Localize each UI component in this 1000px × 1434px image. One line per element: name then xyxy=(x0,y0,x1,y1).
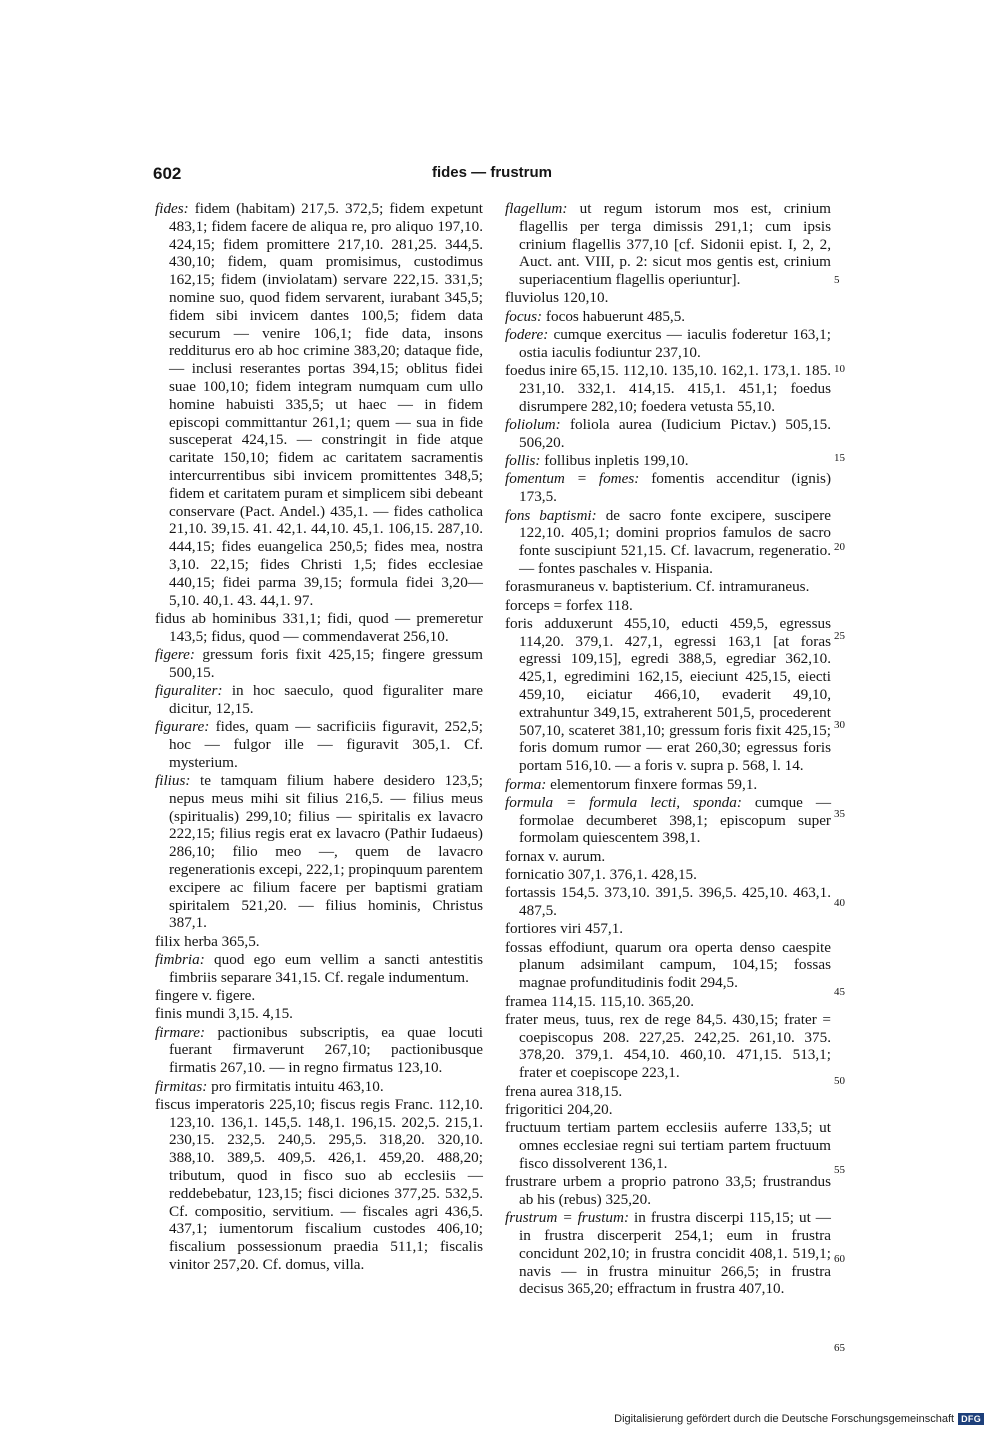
dictionary-entry xyxy=(505,1119,831,1172)
dictionary-entry xyxy=(155,610,483,646)
entry-text: foris adduxerunt 455,10, educti 459,5, egressus 114,20. 379,1. 427,1, egressi 163,1 [at foras egressi 109,15], egredi 388,5, egrediar 362,10. 425,1, egredimini 162,15, eieciunt 425,15, eiecti 459,10, eiciatur 466,10, evaderit 49,10, extrahuntur 349,15, extraherent 501,5, procederent 507,10, scateret 381,10; gressum foris fixit 425,15; foris domum rumor — erat 260,30; egressus foris portam 516,10. — a foris v. supra p. 568, l. 14. xyxy=(505,614,831,775)
margin-line-number: 45 xyxy=(834,986,845,999)
dictionary-entry xyxy=(505,578,831,596)
entry-text: focos habuerunt 485,5. xyxy=(542,307,686,325)
entry-text: pactionibus subscriptis, ea quae locuti fuerant firmaverunt 267,10; pactionibusque firmatis 267,10. — in regno firmatus 123,10. xyxy=(169,1023,483,1077)
entry-headword: foliolum: xyxy=(505,416,561,434)
entry-text: fidus ab hominibus 331,1; fidi, quod — premeretur 143,5; fidus, quod — commendaverat 256,10. xyxy=(155,609,483,645)
page-number: 602 xyxy=(153,164,182,183)
margin-line-number: 30 xyxy=(834,719,845,732)
entry-text: cumque — formolae decumberet 398,1; episcopum super formolam quiescentem 398,1. xyxy=(519,793,832,847)
dictionary-entry xyxy=(505,1011,831,1082)
dictionary-entry xyxy=(505,507,831,578)
dfg-logo: DFG xyxy=(958,1413,984,1425)
entry-headword: focus: xyxy=(505,307,543,325)
dictionary-entry xyxy=(505,1083,831,1101)
margin-line-number: 50 xyxy=(834,1075,845,1088)
dictionary-entry xyxy=(155,1024,483,1077)
margin-line-number: 15 xyxy=(834,452,845,465)
entry-text: forceps = forfex 118. xyxy=(505,596,633,614)
funding-note: Digitalisierung gefördert durch die Deutsche Forschungsgemeinschaft xyxy=(614,1413,955,1425)
entry-text: finis mundi 3,15. 4,15. xyxy=(155,1005,293,1023)
entry-text: framea 114,15. 115,10. 365,20. xyxy=(505,992,695,1010)
dictionary-entry xyxy=(155,646,483,682)
entry-headword: firmare: xyxy=(155,1023,206,1041)
right-column xyxy=(505,200,831,1299)
dictionary-entry xyxy=(505,884,831,920)
entry-headword: forma: xyxy=(505,775,547,793)
entry-headword: figurare: xyxy=(155,718,210,736)
dictionary-entry xyxy=(155,200,483,609)
margin-line-number: 55 xyxy=(834,1164,845,1177)
entry-text: filix herba 365,5. xyxy=(155,932,260,950)
entry-headword: fodere: xyxy=(505,326,549,344)
running-head: fides — frustrum xyxy=(431,164,552,181)
entry-headword: figuraliter: xyxy=(155,682,223,700)
entry-text: fornax v. aurum. xyxy=(505,847,606,865)
dictionary-entry xyxy=(505,1101,831,1119)
margin-line-number: 20 xyxy=(834,541,845,554)
dictionary-entry xyxy=(155,1096,483,1274)
entry-text: cumque exercitus — iaculis foderetur 163,1; ostia iaculis fodiuntur 237,10. xyxy=(519,326,831,361)
dictionary-entry xyxy=(505,615,831,775)
entry-headword: fons baptismi: xyxy=(505,506,597,524)
entry-text: fidem (habitam) 217,5. 372,5; fidem expetunt 483,1; fidem facere de aliqua re, pro aliquo 197,10. 424,15; fidem promittere 217,10. 281,25. 344,5. 430,10; fidem, quam promisimus, custodimus 162,15; fidem (inviolatam) servare 222,15. 331,5; nomine suo, quod fidem servarent, iurabant 345,5; fidem sibi invicem dantes 100,5; fidem data securum — venire 106,1; fide data, insons redditurus ero ab hoc crimine 383,20; dataque fide, — inclusi reserantes portas 394,15; oblitus fidei suae 100,10; fidem integram numquam cum ullo homine habuisti 335,5; ut haec — in fidem episcopi committantur 261,1; quem — sua in fide susceperat 424,15. — constringit in fide atque caritate 150,10; fidem ac caritatem sacramentis intercurrentibus sibi invicem promittentes 348,5; fidem et caritatem puram et simplicem sibi debeant conservare (Pact. Andel.) 435,1. — fides catholica 21,10. 39,15. 41. 42,1. 44,10. 45,1. 106,15. 287,10. 444,15; fides euangelica 250,5; fides mea, nostra 3,10. 22,15; fides Christi 1,5; fides ecclesiae 440,15; fidei parma 39,15; formula fidei 3,20—5,10. 40,1. 43. 44,1. 97. xyxy=(169,200,483,609)
entry-text: gressum foris fixit 425,15; fingere gressum 500,15. xyxy=(169,645,483,681)
dictionary-entry xyxy=(505,452,831,470)
dictionary-entry xyxy=(155,1005,483,1023)
dictionary-entry xyxy=(155,682,483,718)
entry-text: frustrare urbem a proprio patrono 33,5; frustrandus ab his (rebus) 325,20. xyxy=(505,1173,831,1208)
entry-text: frigoritici 204,20. xyxy=(505,1100,613,1118)
margin-line-number: 60 xyxy=(834,1253,845,1266)
dictionary-entry xyxy=(155,933,483,951)
entry-headword: fomentum = fomes: xyxy=(505,470,640,488)
entry-text: de sacro fonte excipere, suscipere 122,10. 405,1; domini proprios famulos de sacro fonte suscipiunt 521,15. Cf. lavacrum, regeneratio. — fontes paschales v. Hispania. xyxy=(519,506,831,577)
entry-text: fructuum tertiam partem ecclesiis auferre 133,5; ut omnes ecclesiae regni sui tertiam partem fructuum fisco dissolverent 136,1. xyxy=(505,1119,831,1172)
margin-line-number: 65 xyxy=(834,1342,845,1355)
dictionary-entry xyxy=(505,200,831,289)
entry-text: in hoc saeculo, quod figuraliter mare dicitur, 12,15. xyxy=(169,682,483,717)
entry-text: follibus inpletis 199,10. xyxy=(540,452,689,470)
dictionary-entry xyxy=(505,289,831,307)
dictionary-entry xyxy=(505,470,831,506)
entry-text: fortiores viri 457,1. xyxy=(505,920,624,938)
entry-text: quod ego eum vellim a sancti antestitis fimbriis separare 341,15. Cf. regale indumentum. xyxy=(169,950,483,986)
dictionary-entry xyxy=(505,326,831,362)
entry-text: fluviolus 120,10. xyxy=(505,289,609,307)
dictionary-entry xyxy=(505,939,831,992)
entry-text: fingere v. figere. xyxy=(155,987,256,1005)
entry-text: in frustra discerpi 115,15; ut — in frustra discerperit 254,1; eum in frustra concidunt 202,10; in frustra concidit 408,1. 519,1; navis — in frustra minuitur 266,5; in frustra decisus 365,20; effractum in frustra 407,10. xyxy=(519,1209,831,1298)
dictionary-entry xyxy=(505,1209,831,1298)
entry-text: te tamquam filium habere desidero 123,5; nepus meus mihi sit filius 216,5. — filius meus (spiritualis) 299,10; filius — spiritalis ex lavacro 222,15; filius regis erat ex lavacro (Pathir Iudaeus) 286,10; filio meo —, quem de lavacro regenerationis excepi, 222,1; propinquum parentem excipere ac filium facere per baptismi gratiam spiritalem 521,20. — filius hominis, Christus 387,1. xyxy=(169,772,483,932)
entry-text: frena aurea 318,15. xyxy=(505,1082,623,1100)
entry-headword: filius: xyxy=(155,772,191,789)
entry-headword: frustrum = frustum: xyxy=(505,1209,630,1227)
entry-headword: follis: xyxy=(505,452,541,470)
dictionary-entry xyxy=(505,993,831,1011)
dictionary-entry xyxy=(505,866,831,884)
entry-text: ut regum istorum mos est, crinium flagellis per terga dimissis 291,1; cum ipsis crinium flagellis 377,10 [cf. Sidonii epist. I, 2, 2, Auct. ant. VIII, p. 2: sicut mos gentis est, crinium superiacentium flagellis operiuntur]. xyxy=(519,200,831,289)
dictionary-entry xyxy=(155,987,483,1005)
dictionary-entry xyxy=(505,1173,831,1209)
dictionary-entry xyxy=(505,362,831,415)
entry-text: foedus inire 65,15. 112,10. 135,10. 162,1. 173,1. 185. 231,10. 332,1. 414,15. 415,1. 451,1; foedus disrumpere 282,10; foedera vetusta 55,10. xyxy=(505,362,831,415)
entry-text: fortassis 154,5. 373,10. 391,5. 396,5. 425,10. 463,1. 487,5. xyxy=(505,884,831,920)
dictionary-entry xyxy=(505,776,831,794)
left-column xyxy=(155,200,483,1274)
entry-headword: fimbria: xyxy=(155,950,205,968)
dictionary-entry xyxy=(155,772,483,932)
margin-line-number: 10 xyxy=(834,363,845,376)
entry-headword: firmitas: xyxy=(155,1077,208,1095)
entry-headword: fides: xyxy=(155,200,189,217)
entry-headword: formula = formula lecti, sponda: xyxy=(505,793,742,811)
entry-text: pro firmitatis intuitu 463,10. xyxy=(207,1077,384,1095)
dictionary-entry xyxy=(505,416,831,452)
dictionary-entry xyxy=(155,718,483,771)
entry-text: fomentis accenditur (ignis) 173,5. xyxy=(519,470,832,506)
entry-text: fornicatio 307,1. 376,1. 428,15. xyxy=(505,865,697,883)
entry-text: frater meus, tuus, rex de rege 84,5. 430,15; frater = coepiscopus 208. 227,25. 242,25. 261,10. 375. 378,20. 379,1. 454,10. 460,10. 471,15. 513,1; frater et coepiscope 223,1. xyxy=(505,1010,831,1082)
dictionary-entry xyxy=(155,951,483,987)
margin-line-number: 35 xyxy=(834,808,845,821)
entry-headword: flagellum: xyxy=(505,200,568,217)
page-footer xyxy=(614,1411,984,1427)
dictionary-entry xyxy=(505,597,831,615)
dictionary-entry xyxy=(505,920,831,938)
entry-headword: figere: xyxy=(155,645,195,663)
dictionary-entry xyxy=(155,1078,483,1096)
entry-text: forasmuraneus v. baptisterium. Cf. intramuraneus. xyxy=(505,578,810,596)
margin-line-number: 40 xyxy=(834,897,845,910)
dictionary-entry xyxy=(505,308,831,326)
margin-line-number: 5 xyxy=(834,274,840,287)
dictionary-entry xyxy=(505,794,831,847)
entry-text: elementorum finxere formas 59,1. xyxy=(546,775,758,793)
page-header xyxy=(153,164,831,186)
entry-text: foliola aurea (Iudicium Pictav.) 505,15. 506,20. xyxy=(519,416,831,451)
dictionary-entry xyxy=(505,848,831,866)
entry-text: fossas effodiunt, quarum ora operta denso caespite planum adsimilant campum, 104,15; fossas magnae profunditudinis fodit 294,5. xyxy=(505,938,831,992)
margin-line-number: 25 xyxy=(834,630,845,643)
entry-text: fiscus imperatoris 225,10; fiscus regis Franc. 112,10. 123,10. 136,1. 145,5. 148,1. 196,15. 202,5. 215,1. 230,15. 232,5. 240,5. 295,5. 318,20. 320,10. 388,10. 389,5. 409,5. 426,1. 459,20. 488,20; tributum, quod in fisco suo ab ecclesiis — reddebebatur, 123,15; fisci diciones 377,25. 532,5. Cf. compositio, servitium. — fiscales agri 436,5. 437,1; iumentorum fiscalium custodes 406,10; fiscalium possessionum praedia 511,1; fiscalis vinitor 257,20. Cf. domus, villa. xyxy=(155,1095,483,1274)
entry-text: fides, quam — sacrificiis figuravit, 252,5; hoc — fulgor ille — figuravit 305,1. Cf. mysterium. xyxy=(169,718,483,771)
